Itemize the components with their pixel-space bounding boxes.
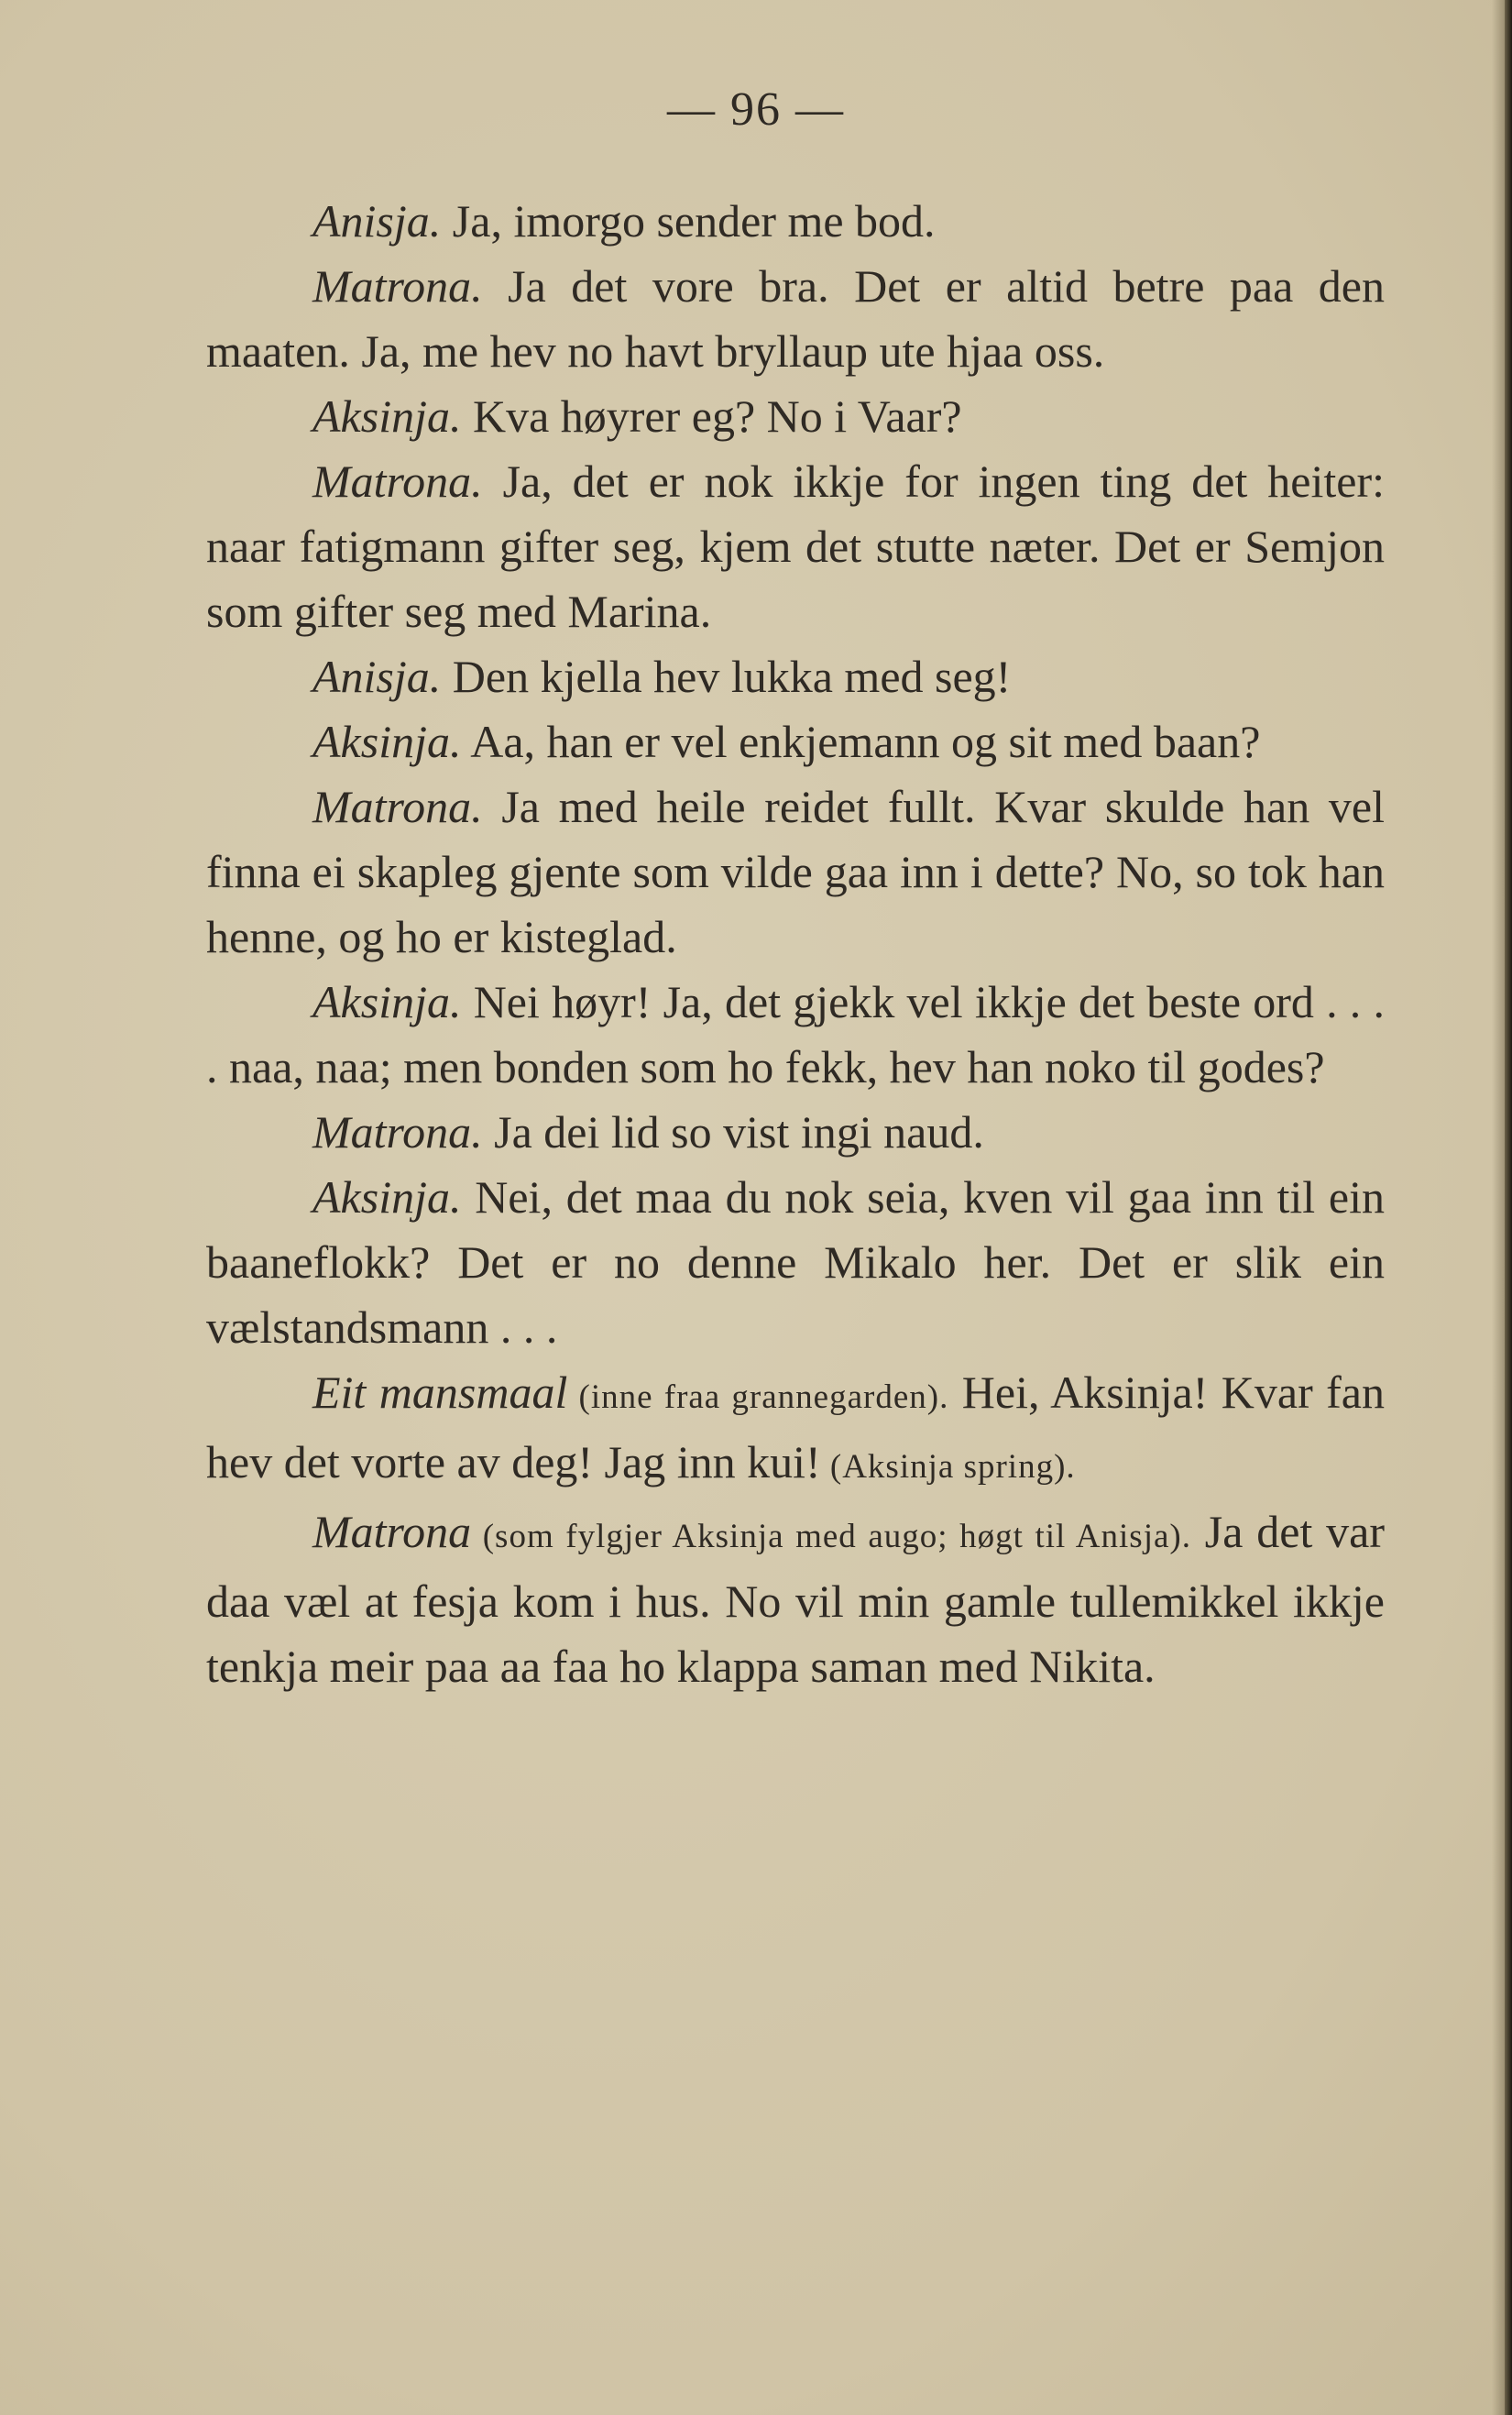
dialogue-text: Ja med heile reidet fullt. Kvar skulde han vel finna ei skapleg gjente som vilde gaa inn i dette? No, so tok han henne, og ho er kisteglad. [206,781,1385,962]
stage-direction: (som fylgjer Aksinja med augo; høgt til Anisja). [471,1518,1191,1555]
dialogue-line [206,774,1385,970]
dialogue-line [206,709,1385,774]
dialogue-text: Hei, Aksinja! Kvar fan hev det vorte av deg! Jag inn kui! [206,1367,1385,1487]
dialogue-line [206,1100,1385,1165]
dialogue-line [206,449,1385,644]
speaker-name: Anisja. [312,195,442,247]
dialogue-line [206,970,1385,1100]
dialogue-text: Ja dei lid so vist ingi naud. [482,1106,984,1158]
stage-direction: (inne fraa grannegarden). [567,1378,949,1416]
speaker-name: Matrona. [312,1106,483,1158]
speaker-name: Matrona. [312,260,483,312]
page-edge-shadow [1492,0,1505,2415]
dialogue-text: Kva høyrer eg? No i Vaar? [461,390,962,442]
dialogue-line [206,1360,1385,1499]
speaker-name: Anisja. [312,651,442,702]
speaker-name: Aksinja. [312,390,462,442]
dialogue-line [206,1499,1385,1699]
dialogue-text: Aa, han er vel enkjemann og sit med baan? [461,716,1261,767]
speaker-name: Eit mansmaal [312,1367,568,1418]
dialogue-text: Ja, det er nok ikkje for ingen ting det heiter: naar fatigmann gifter seg, kjem det stutte næter. Det er Semjon som gifter seg med Marina. [206,456,1385,637]
dialogue-line [206,254,1385,384]
page-edge [1505,0,1512,2415]
speaker-name: Matrona [312,1506,472,1557]
page-number: — 96 — [667,83,845,136]
dialogue-line [206,189,1385,254]
speaker-name: Aksinja. [312,716,462,767]
dialogue-line [206,644,1385,709]
dialogue-text: Ja det vore bra. Det er altid betre paa den maaten. Ja, me hev no havt bryllaup ute hjaa oss. [206,260,1385,377]
stage-direction: (Aksinja spring). [820,1448,1076,1486]
speaker-name: Matrona. [312,456,483,507]
speaker-name: Aksinja. [312,1171,462,1223]
dialogue-line [206,384,1385,449]
body-text [206,189,1385,1699]
speaker-name: Matrona. [312,781,483,832]
dialogue-text: Nei høyr! Ja, det gjekk vel ikkje det beste ord . . . . naa, naa; men bonden som ho fekk, hev han noko til godes? [206,976,1385,1092]
dialogue-text: Den kjella hev lukka med seg! [441,651,1012,702]
speaker-name: Aksinja. [312,976,462,1027]
dialogue-line [206,1165,1385,1360]
dialogue-text: Ja, imorgo sender me bod. [441,195,936,247]
dialogue-text: Nei, det maa du nok seia, kven vil gaa inn til ein baaneflokk? Det er no denne Mikalo her. Det er slik ein vælstandsmann . . . [206,1171,1385,1353]
dialogue-text: Ja det var daa væl at fesja kom i hus. No vil min gamle tullemikkel ikkje tenkja meir paa aa faa ho klappa saman med Nikita. [206,1506,1385,1692]
